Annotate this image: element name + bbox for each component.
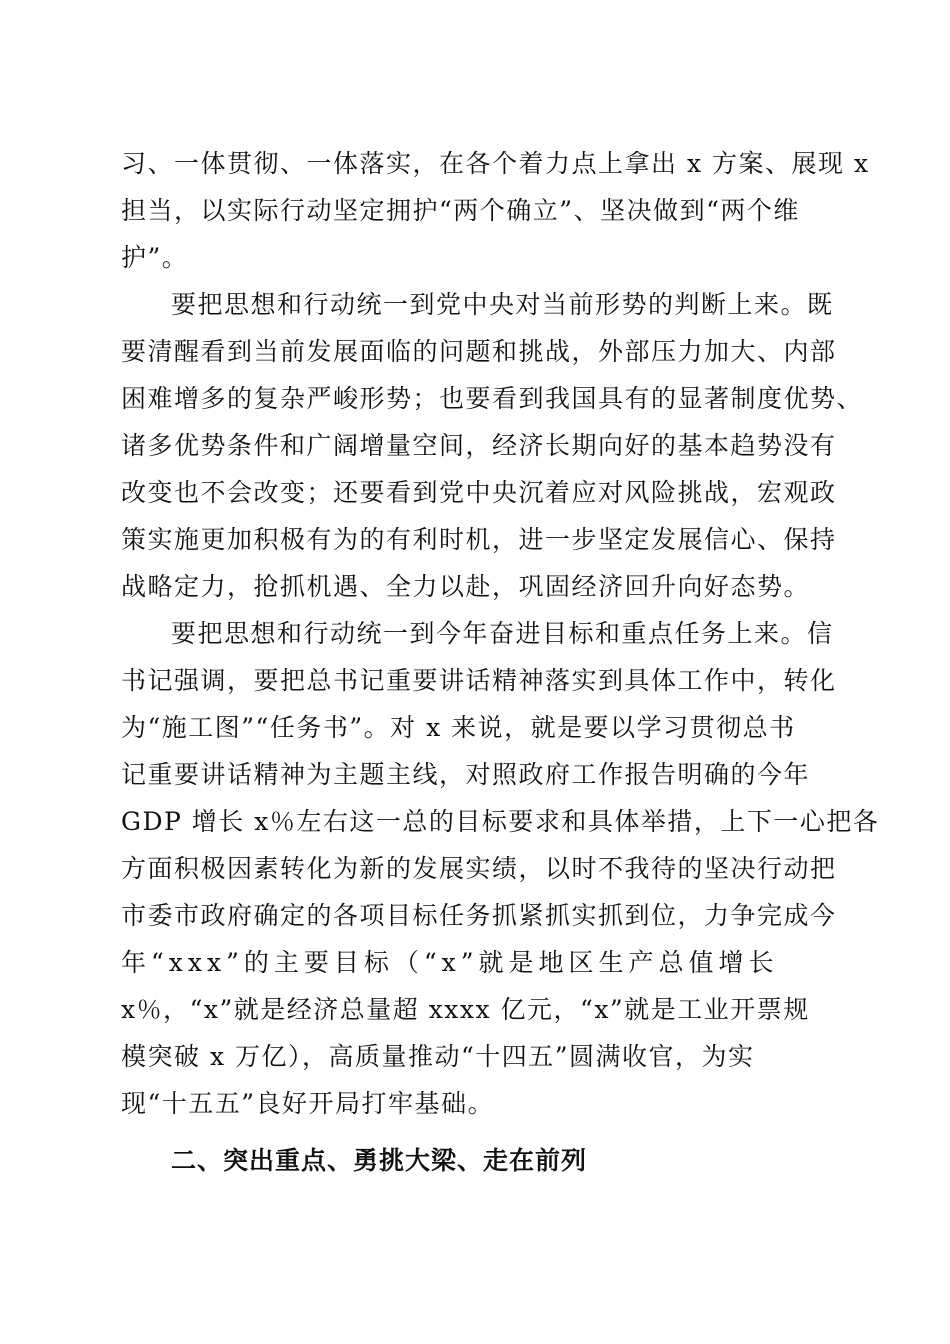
text-line: 记重要讲话精神为主题主线，对照政府工作报告明确的今年: [121, 760, 811, 789]
text-line: 担当，以实际行动坚定拥护“两个确立”、坚决做到“两个维: [121, 196, 800, 225]
text-line: 为“施工图”“任务书”。对 x 来说，就是要以学习贯彻总书: [121, 713, 796, 742]
text-line: x％，“x”就是经济总量超 xxxx 亿元，“x”就是工业开票规: [121, 995, 810, 1024]
text-line: 模突破 x 万亿），高质量推动“十四五”圆满收官，为实: [121, 1042, 755, 1071]
section-heading: 二、突出重点、勇挑大梁、走在前列: [171, 1146, 588, 1175]
text-line: 方面积极因素转化为新的发展实绩，以时不我待的坚决行动把: [121, 854, 837, 883]
document-body: [121, 140, 880, 1184]
paragraph-3: [121, 610, 880, 1127]
text-line: 要清醒看到当前发展面临的问题和挑战，外部压力加大、内部: [121, 337, 837, 366]
text-line: 战略定力，抢抓机遇、全力以赴，巩固经济回升向好态势。: [121, 572, 811, 601]
text-line: 护”。: [121, 243, 189, 272]
text-line: GDP 增长 x％左右这一总的目标要求和具体举措，上下一心把各: [121, 807, 880, 836]
text-line: 改变也不会改变；还要看到党中央沉着应对风险挑战，宏观政: [121, 478, 837, 507]
text-line: 诸多优势条件和广阔增量空间，经济长期向好的基本趋势没有: [121, 431, 837, 460]
paragraph-1: [121, 140, 870, 281]
text-line: 现“十五五”良好开局打牢基础。: [121, 1089, 495, 1118]
text-line: 要把思想和行动统一到今年奋进目标和重点任务上来。信: [171, 619, 834, 648]
text-line: 要把思想和行动统一到党中央对当前形势的判断上来。既: [171, 290, 834, 319]
text-line: 习、一体贯彻、一体落实，在各个着力点上拿出 x 方案、展现 x: [121, 149, 870, 178]
paragraph-2: [121, 281, 864, 610]
text-line: 策实施更加积极有为的有利时机，进一步坚定发展信心、保持: [121, 525, 837, 554]
text-line: 困难增多的复杂严峻形势；也要看到我国具有的显著制度优势、: [121, 384, 864, 413]
text-line: 年“xxx”的主要目标（“x”就是地区生产总值增长: [121, 948, 779, 977]
text-line: 书记强调，要把总书记重要讲话精神落实到具体工作中，转化: [121, 666, 837, 695]
text-line: 市委市政府确定的各项目标任务抓紧抓实抓到位，力争完成今: [121, 901, 837, 930]
